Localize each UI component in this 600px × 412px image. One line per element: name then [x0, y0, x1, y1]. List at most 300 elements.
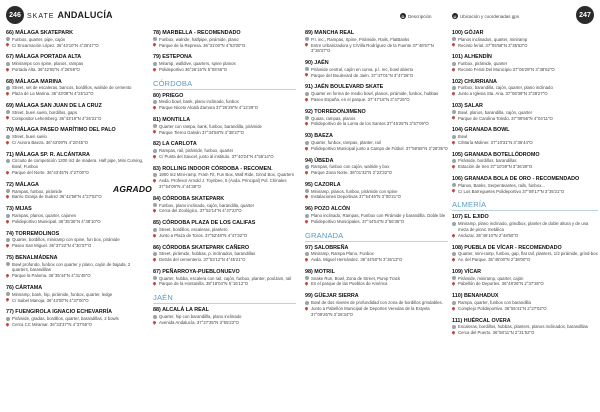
skatepark-entry [153, 269, 296, 287]
location-line [153, 281, 296, 287]
description-icon [305, 214, 309, 218]
description-icon [6, 37, 10, 41]
column-1 [6, 30, 146, 334]
location-icon: U [453, 13, 457, 19]
location-line [6, 91, 146, 97]
skatepark-entry [153, 117, 296, 135]
description-icon [452, 86, 456, 90]
skatepark-entry [6, 309, 146, 327]
skatepark-entry [452, 30, 598, 48]
description-text: P.I. inc., Rampas, Spine, Pirámide, Rails, FlatBanks [311, 36, 410, 42]
description-icon [452, 135, 456, 139]
skatepark-entry [452, 245, 598, 263]
skatepark-title: 73) MIJAS [6, 206, 32, 213]
location-icon [452, 306, 457, 311]
skatepark-title: 102) CHURRIANA [452, 78, 497, 85]
location-icon [452, 43, 457, 48]
skatepark-entry [452, 293, 598, 311]
skatepark-title: 66) MÁLAGA SKATEPARK [6, 30, 73, 36]
location-line [153, 154, 296, 160]
description-text: Quarter con rampa, bank, funbox, barandilla, pirámide [159, 123, 262, 129]
skatepark-title: 84) CÓRDOBA SKATEPARK [153, 195, 225, 202]
skatepark-title: 91) JAÉN BOULEVARD SKATE [305, 84, 384, 91]
location-icon [6, 273, 11, 278]
location-text: Compositor Lehemberg. 36°43'19"N 4°26'31"O [11, 115, 102, 121]
location-icon [452, 91, 457, 96]
location-text: Polideportivo Municipal. 36°35'36"N 4°38'10"O [11, 218, 101, 224]
description-icon [452, 301, 456, 305]
location-line [6, 273, 146, 279]
location-line [452, 67, 598, 73]
location-line [305, 219, 448, 225]
description-icon [6, 159, 10, 163]
description-text: 1800 m2 Mini-ramp, Fram Fit, Fun Box, Wall Ride, Grind Box, Quarters [159, 172, 294, 178]
description-icon [153, 173, 157, 177]
location-line [452, 43, 598, 49]
location-text: Parque Niceto Alcalá Zamora 37°26'29"N 4°12'29"O [158, 105, 259, 111]
location-line [305, 257, 448, 263]
location-line [305, 146, 448, 152]
skatepark-entry [452, 176, 598, 194]
skatepark-title: 86) CÓRDOBA SKATEPARK CAÑERO [153, 244, 250, 251]
skatepark-entry [153, 141, 296, 159]
skatepark-entry [452, 318, 598, 336]
location-icon [452, 116, 457, 121]
description-icon [6, 238, 10, 242]
location-text: Entre Urbanizadora y C/Villa Rodríguez de la Fuente 37°48'57"N 3°36'37"O [310, 42, 434, 54]
location-text: C/ Los Barreguetes Polideportivo 37°09'17"N 3°35'21"O [457, 188, 565, 194]
skatepark-title: 82) LA CARLOTA [153, 141, 197, 148]
skatepark-entry [305, 269, 448, 287]
description-icon [6, 262, 10, 266]
location-line [6, 67, 146, 73]
location-text: C/ Encarnación López. 36°43'10"N 4°26'47"O [11, 42, 99, 48]
description-text: Rampas, rail, pirámide, funbox, quarter [159, 148, 234, 154]
skatepark-entry [452, 214, 598, 238]
description-text: Quarter, mini-ramp, funbox, gap, flat rail, planters, 1/2 pirámide, grind-box [458, 251, 598, 257]
skatepark-title: 106) GRANADA BOLA DE ORO - RECOMENDADO [452, 176, 580, 183]
location-line [452, 91, 598, 97]
region-heading: GRANADA [305, 231, 448, 242]
skatepark-entry [153, 30, 296, 48]
location-line [153, 178, 296, 190]
skatepark-title: 94) ÚBEDA [305, 157, 334, 164]
skatepark-title: 71) MÁLAGA SP. R. ALCÁNTARA [6, 151, 90, 158]
location-text: Parque Tierno Galván 37°34'58"N 4°38'27"O [158, 129, 245, 135]
location-text: Cerca CC Miramar. 36°33'37"N 4°37'55"O [11, 321, 92, 327]
location-text: Detrás del cementerio. 37°53'12"N 4°45'21"O [158, 257, 246, 263]
location-text: Complejo Polideportivo. 36°55'41"N 2°27'02"O [457, 305, 547, 311]
location-line [452, 164, 598, 170]
location-icon [153, 282, 158, 287]
location-icon [452, 282, 457, 287]
skatepark-title: 79) ESTEPONA [153, 54, 192, 61]
description-icon [452, 325, 456, 329]
location-text: Polideportivo Municipales. 37°44'54"N 2°56'36"O [310, 218, 405, 224]
description-icon [6, 214, 10, 218]
description-text: Bowl de dos niveles de profundidad con zona de bordillos grindables. [311, 299, 443, 305]
description-icon: D [401, 13, 405, 19]
location-line [452, 281, 598, 287]
location-text: Parque la Paloma. 36°35'44"N 4°31'48"O [11, 273, 91, 279]
location-text: Avda. Profesor Arnold J. Toynbee, 5 (Avda. Principal) Pol. Chinales 37°54'09"N 4°44'38"O [158, 178, 287, 190]
location-icon [153, 257, 158, 262]
skatepark-title: 96) POZO ALCÓN [305, 206, 351, 213]
description-icon [305, 141, 309, 145]
location-icon [452, 140, 457, 145]
skatepark-title: 77) FUENGIROLA IGNACIO ECHEVARRÍA [6, 309, 113, 316]
location-line [305, 73, 448, 79]
location-line [305, 306, 448, 318]
description-text: Pirámide, miniramp, quarter, cajón [458, 275, 524, 281]
description-text: Miniramps con spine, planos, rampas [12, 61, 84, 67]
location-text: Anduzar. 36°46'10"N 2°48'50"O [457, 232, 519, 238]
location-text: Parque de la Represa. 36°31'00"N 4°53'00"O [158, 42, 246, 48]
location-text: Pabellón de Deportes. 36°48'26"N 2°37'35"O [457, 281, 544, 287]
skatepark-title: 88) ALCALÁ LA REAL [153, 307, 209, 314]
location-line [153, 233, 296, 239]
location-text: Parque de Carolina Toledo. 37°09'56"N 4°04'11"O [457, 115, 553, 121]
location-icon [305, 73, 310, 78]
location-line [305, 43, 448, 55]
skatepark-title: 81) MONTILLA [153, 117, 191, 124]
location-text: Parque Zona Norte. 38°01'32"N 3°22'32"O [310, 170, 392, 176]
skatepark-entry [305, 84, 448, 102]
region-heading: JAÉN [153, 293, 296, 304]
location-icon [305, 122, 310, 127]
description-icon [305, 276, 309, 280]
skatepark-entry [305, 206, 448, 224]
location-text: Avenida Andalucía. 37°27'35"N 3°55'23"O [158, 319, 239, 325]
location-icon [452, 189, 457, 194]
location-line [305, 170, 448, 176]
location-icon [452, 330, 457, 335]
location-text: Plaza de La Marina. 36°43'08"N 4°25'12"O [11, 91, 94, 97]
description-text: Rampa, quarter, funbox con barandilla [458, 299, 531, 305]
description-text: Street, buen suelo [12, 134, 47, 140]
location-icon [153, 233, 158, 238]
location-icon [305, 195, 310, 200]
location-icon [153, 105, 158, 110]
location-icon [305, 257, 310, 262]
skatepark-title: 103) SALAR [452, 103, 483, 110]
description-text: Quarter, bordillos, miniramp con spine, fun box, pirámide [12, 237, 120, 243]
description-icon [6, 292, 10, 296]
description-icon [305, 165, 309, 169]
location-line [153, 257, 296, 263]
description-icon [153, 203, 157, 207]
description-icon [6, 86, 10, 90]
skatepark-title: 70) MÁLAGA PASEO MARÍTIMO DEL PALO [6, 127, 116, 134]
page-header [0, 0, 600, 28]
location-line [452, 257, 598, 263]
location-icon [6, 91, 11, 96]
description-icon [153, 37, 157, 41]
description-icon [6, 135, 10, 139]
description-text: Funbox, walride, halfpipe, pirámide, plano [159, 36, 239, 42]
location-line [452, 189, 598, 195]
skatepark-entry [6, 54, 146, 72]
location-icon [153, 178, 158, 183]
brand-title: ANDALUCÍA [57, 10, 113, 20]
skatepark-entry [153, 166, 296, 190]
description-icon [153, 315, 157, 319]
skatepark-entry [305, 60, 448, 78]
legend-description-label: Descripción [408, 13, 432, 19]
description-icon [452, 276, 456, 280]
description-text: Pirámide central, cajón en curva, p.l. rec, bowl abierto [311, 66, 414, 72]
skatepark-title: 76) CÁRTAMA [6, 285, 43, 292]
description-text: Street, pirámide, hubbas, p. inclinados, barandillas [159, 251, 256, 257]
location-icon [305, 146, 310, 151]
description-text: Snake Run, Bowl, Zona de Street, Pump Track [311, 275, 401, 281]
skatepark-entry [305, 182, 448, 200]
location-text: Recinto Ferial Del Municipio 37°06'29"N 3°38'52"O [457, 66, 555, 72]
description-icon [452, 222, 456, 226]
skatepark-title: 72) MÁLAGA [6, 181, 39, 188]
skatepark-title: 74) TORREMOLINOS [6, 230, 60, 237]
legend-location [452, 13, 519, 19]
skatepark-entry [153, 196, 296, 214]
location-line [153, 105, 296, 111]
skatepark-entry [305, 245, 448, 263]
description-text: Quaas, rampas, planos [311, 115, 356, 121]
skatepark-entry [153, 220, 296, 238]
skatepark-entry [305, 133, 448, 151]
location-icon [452, 67, 457, 72]
skatepark-entry [452, 269, 598, 287]
location-text: Av. del Parque. 36°46'00"N 2°38'00"O [457, 257, 531, 263]
skatepark-entry [305, 158, 448, 176]
description-text: Pirámide, bordillos, barandillas [458, 158, 517, 164]
description-icon [6, 317, 10, 321]
description-icon [153, 149, 157, 153]
skatepark-entry [6, 285, 146, 303]
description-icon [6, 189, 10, 193]
description-text: Street, bordillos, escaleras, plantero [159, 226, 228, 232]
description-line [6, 262, 146, 274]
skatepark-entry [153, 54, 296, 72]
location-icon [153, 320, 158, 325]
description-text: Rampas, funbox, pirámide [12, 188, 63, 194]
location-line [153, 43, 296, 49]
location-text: Polideportivo Municipal junto a Campo de Fútbol. 37°59'55"N 3°28'36"O [310, 145, 448, 151]
skatepark-entry [6, 231, 146, 249]
description-icon [452, 110, 456, 114]
description-icon [153, 100, 157, 104]
description-text: Plano inclinado, Rampas, Funbox con Pirámide y barandilla. Doble ble [311, 212, 446, 218]
location-line [6, 219, 146, 225]
location-icon [305, 306, 310, 311]
skatepark-title: 85) CÓRDOBA PLAZA DE LOS CALIFAS [153, 220, 256, 227]
location-text: Recinto ferial. 37°05'58"N 3°35'53"O [457, 42, 528, 48]
location-text: C/ Aurora Baeza. 36°43'09"N 4°20'45"O [11, 139, 88, 145]
description-text: Rampas, planos, quarter, cajones [12, 212, 77, 218]
description-icon [153, 276, 157, 280]
description-text: Funbox, quarter, pipe, cajón [12, 36, 66, 42]
location-line [305, 281, 448, 287]
location-line [6, 322, 146, 328]
region-heading: CÓRDOBA [153, 79, 296, 90]
column-4 [452, 30, 598, 342]
skatepark-title: 69) MÁLAGA SAN JUAN DE LA CRUZ [6, 103, 102, 110]
skatepark-title: 105) GRANADA BOTELLÓDROMO [452, 151, 540, 158]
location-line [452, 306, 598, 312]
description-icon [305, 92, 309, 96]
skatepark-title: 107) EL EJIDO [452, 214, 489, 221]
legend-description [400, 13, 432, 19]
skatepark-title: 89) MANCHA REAL [305, 30, 355, 36]
skatepark-entry [452, 127, 598, 145]
location-icon [6, 219, 11, 224]
location-line [6, 298, 146, 304]
skatepark-title: 87) PEÑARROYA-PUEBLONUEVO [153, 268, 240, 275]
description-text: Miniramp, Rampa Plano, Funbox [311, 251, 374, 257]
location-icon [305, 97, 310, 102]
location-line [305, 194, 448, 200]
skatepark-title: 98) MOTRIL [305, 268, 335, 275]
location-icon [6, 43, 11, 48]
location-text: Polideportivo 36°26'15"N 5°08'46"O [158, 66, 228, 72]
location-line [6, 194, 146, 200]
location-text: Parque de la Hontanilla. 38°18'04"N 5°16'12"O [158, 281, 249, 287]
location-line [153, 130, 296, 136]
skatepark-title: 67) MÁLAGA PORTADA ALTA [6, 54, 82, 61]
location-text: Estación de tren 37°10'39"N 3°36'28"O [457, 164, 533, 170]
location-icon [6, 322, 11, 327]
location-text: Instalaciones Deportivas 37°54'46"N 3°00'21"O [310, 194, 402, 200]
location-text: Junto a Iglesia Sta. Ana. 37°08'39"N 3°38'27"O [457, 91, 548, 97]
skatepark-entry [6, 255, 146, 279]
description-text: Escaleras, bordillos, hubbas, planters, planos inclinados, barandillas [458, 324, 588, 330]
skatepark-entry [153, 307, 296, 325]
skatepark-entry [153, 245, 296, 263]
description-text: Bowl profundo, funbox con quarter y plano, cajón de bajada, 2 quarters, barandillas [12, 261, 131, 273]
page-number-left: 246 [6, 6, 24, 24]
description-text: Quarter, hubba, escalera con rail, cajón, funbox, planter, poolJam, rail [159, 275, 292, 281]
skatepark-title: 95) CAZORLA [305, 181, 341, 188]
location-icon [305, 43, 310, 48]
location-text: Polideportivo de la Loma de los Santos 37°45'25"N 3°57'09"O [310, 121, 429, 127]
description-icon [153, 62, 157, 66]
skatepark-title: 99) GÜEJAR SIERRA [305, 293, 359, 300]
location-icon [452, 257, 457, 262]
location-text: Barrio Granja de Suárez 36°42'58"N 4°27'02"O [11, 194, 102, 200]
description-text: Street, set de escaleras, bancos, bordillos, walride de cemento [12, 85, 132, 91]
location-line [6, 170, 146, 176]
location-line [452, 116, 598, 122]
skatepark-entry [452, 152, 598, 170]
location-line [452, 233, 598, 239]
skatepark-title: 100) GÓJAR [452, 30, 484, 36]
skatepark-title: 93) BAEZA [305, 133, 333, 140]
description-text: Pirámide, gradas, bordillos, quarter, barandillas, 2 bowls [12, 316, 119, 322]
description-icon [305, 252, 309, 256]
skatepark-entry [6, 103, 146, 121]
location-icon [305, 170, 310, 175]
description-text: Street, buen suelo, bordillos, gaps [12, 109, 77, 115]
description-text: Quarter en forma de medio bowl, planos, pirámide, funbox, hubbas [311, 91, 439, 97]
location-text: Parque del Norte. 36°43'45"N 4°27'00"O [11, 170, 89, 176]
description-text: Funbox, barandilla, cajón, quarter, plano inclinado [458, 85, 553, 91]
description-text: Bowl, planos, barandilla, cajón, quarter [458, 109, 533, 115]
description-icon [153, 228, 157, 232]
location-line [305, 121, 448, 127]
location-line [6, 116, 146, 122]
description-text: Medio bowl, bank, plano inclinado, funbox [159, 99, 239, 105]
skatepark-title: 108) PUEBLA DE VÍCAR - RECOMENDADO [452, 244, 562, 251]
location-icon [6, 298, 11, 303]
location-text: C/ Punta del Saucel, junto al instituto. 37°40'24"N 4°56'14"O [158, 153, 274, 159]
location-icon [6, 140, 11, 145]
location-line [452, 330, 598, 336]
location-line [6, 140, 146, 146]
location-text: Cerca del Puerto. 36°58'11"N 2°31'52"O [457, 330, 535, 336]
location-line [452, 140, 598, 146]
location-icon [153, 130, 158, 135]
description-text: Funbox, plano inclinado, cajón, barandilla, quarter [159, 202, 255, 208]
skatepark-title: 80) PRIEGO [153, 92, 184, 99]
skatepark-title: 101) ALHENDÍN [452, 54, 492, 61]
location-icon [153, 67, 158, 72]
location-icon [6, 67, 11, 72]
skatepark-entry [6, 79, 146, 97]
description-icon [305, 67, 309, 71]
location-text: Paseo San Miguel. 36°37'22"N 4°30'37"O [11, 243, 92, 249]
skatepark-entry [6, 206, 146, 224]
location-icon [6, 195, 11, 200]
description-text: Planos, Banks, Serpenteantes, rails, funbox... [458, 182, 545, 188]
legend-location-label: Ubicación y coordenadas gps [460, 13, 520, 19]
description-icon [452, 37, 456, 41]
location-text: Parque del Boulevard de Jaén. 37°47'01"N 3°47'26"O [310, 72, 414, 78]
location-text: Avda. Miguel Hernández. 36°44'50"N 3°35'13"O [310, 257, 403, 263]
description-text: Planos inclinados, quarter, miniramp [458, 36, 528, 42]
skatepark-title: 90) JAÉN [305, 60, 329, 67]
description-text: Miniramp, bank, hip, pirámide, funbox, quarter, ledge [12, 291, 113, 297]
description-line [452, 221, 598, 233]
skatepark-title: 75) BENALMÁDENA [6, 254, 58, 261]
location-line [305, 97, 448, 103]
description-line [6, 158, 146, 170]
location-icon [153, 209, 158, 214]
description-text: Quarter, funbox, rampas, planter, rail [311, 139, 381, 145]
sponsor-logo: AGRADO [113, 184, 152, 194]
column-3 [305, 30, 448, 323]
skatepark-title: 97) SALOBREÑA [305, 244, 349, 251]
skatepark-entry [305, 109, 448, 127]
skatepark-title: 109) VÍCAR [452, 268, 482, 275]
description-icon [305, 116, 309, 120]
description-icon [452, 159, 456, 163]
location-icon [452, 164, 457, 169]
description-icon [305, 189, 309, 193]
description-text: Funbox, pirámide, quarter [458, 61, 508, 67]
location-text: Paseo España, en el parque. 37°47'16"N 3°47'25"O [310, 97, 410, 103]
location-text: Junto a Pabellón Municipal de Deportes Veredas de la Estyela 37°09'26"N 3°26'34"O [310, 305, 430, 317]
skatepark-title: 68) MÁLAGA MARINA [6, 78, 62, 85]
skatepark-entry [153, 93, 296, 111]
location-text: C/María Moliner. 37°10'31"N 3°36'44"O [457, 139, 533, 145]
location-line [153, 320, 296, 326]
description-text: Miniramp, plano inclinado, grindbox, planter de doble altura y de una meza de picnic metálica [458, 221, 589, 232]
description-icon [6, 62, 10, 66]
location-icon [6, 170, 11, 175]
skatepark-title: 110) BENAHADUX [452, 293, 499, 300]
description-text: Circuito de competición 1200 m2 de madera. Half pipe, Mini Curving, Bowl, Funbox [12, 158, 144, 170]
description-text: Quarter, hip con barandillla, plano inclinado [159, 313, 242, 319]
location-icon [153, 154, 158, 159]
